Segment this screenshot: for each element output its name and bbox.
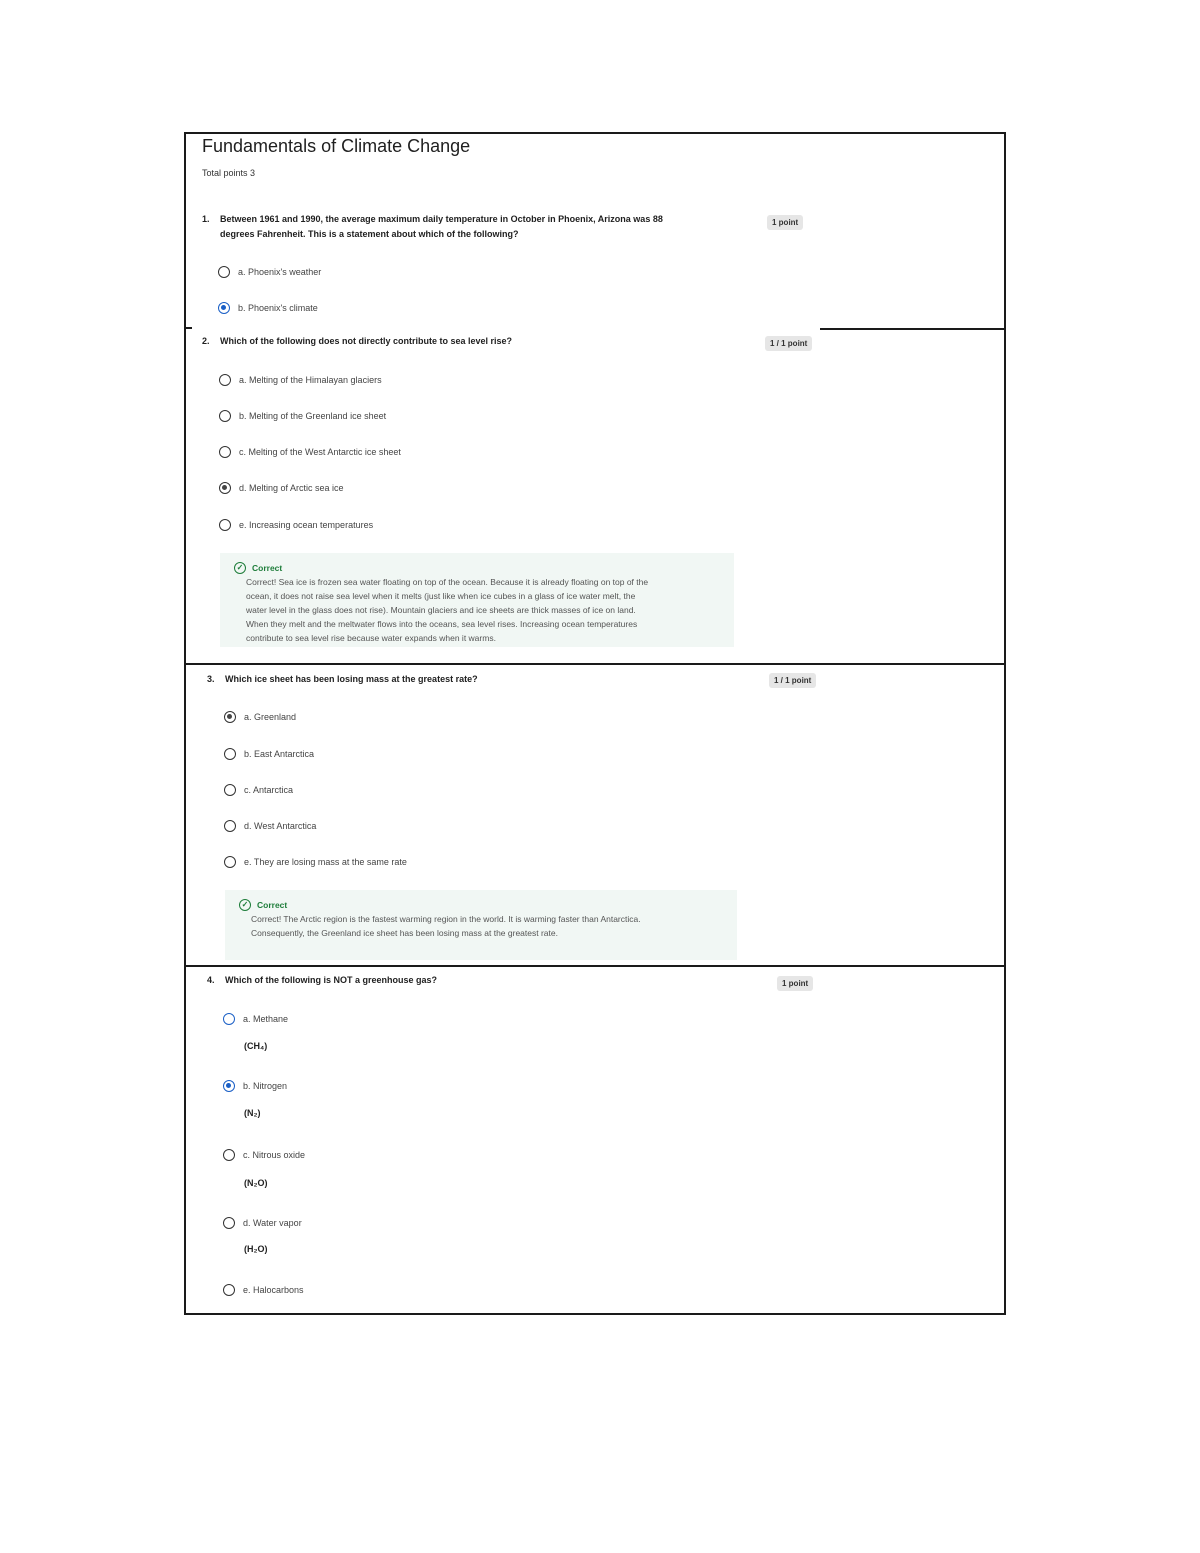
radio-icon[interactable] [219,374,231,386]
total-points: Total points 3 [202,168,256,178]
question-divider [184,965,1006,967]
question-4 [207,973,437,988]
option-formula: (N₂) [244,1108,261,1118]
question-text: Between 1961 and 1990, the average maximum daily temperature in October in Phoenix, Arizona was 88 [220,214,663,224]
question-text: Which of the following is NOT a greenhouse gas? [225,975,438,985]
radio-icon[interactable] [224,856,236,868]
option-radio[interactable] [219,482,344,494]
option-formula: (H₂O) [244,1244,268,1254]
feedback-text: contribute to sea level rise because water expands when it warms. [246,633,496,643]
option-formula: (N₂O) [244,1178,268,1188]
feedback-text: When they melt and the meltwater flows into the oceans, sea level rises. Increasing ocean temperatures [246,619,638,629]
option-radio[interactable] [219,374,382,386]
option-label: e. Increasing ocean temperatures [239,520,374,530]
option-label: e. Halocarbons [243,1285,304,1295]
option-label: a. Methane [243,1014,289,1024]
radio-icon[interactable] [223,1013,235,1025]
radio-icon[interactable] [223,1284,235,1296]
question-text: Which of the following does not directly contribute to sea level rise? [220,336,513,346]
feedback-text: ocean, it does not raise sea level when it melts (just like when ice cubes in a glass of ice water melt, the [246,591,636,601]
option-radio[interactable] [218,302,318,314]
points-badge: 1 / 1 point [765,336,812,351]
radio-icon[interactable] [224,748,236,760]
option-radio[interactable] [219,410,386,422]
option-radio[interactable] [224,748,314,760]
question-text: Which ice sheet has been losing mass at the greatest rate? [225,674,478,684]
check-circle-icon: ✓ [239,899,251,911]
option-label: d. West Antarctica [244,821,317,831]
option-label: a. Phoenix's weather [238,267,322,277]
option-label: b. Melting of the Greenland ice sheet [239,411,387,421]
option-label: e. They are losing mass at the same rate [244,857,407,867]
feedback-title: Correct [252,563,283,573]
option-radio[interactable] [219,446,401,458]
question-text: degrees Fahrenheit. This is a statement about which of the following? [220,229,519,239]
quiz-title: Fundamentals of Climate Change [202,136,471,156]
radio-icon[interactable] [218,266,230,278]
question-divider [820,328,1006,330]
radio-icon[interactable] [223,1149,235,1161]
question-number: 1. [202,214,210,224]
option-formula: (CH₄) [244,1041,268,1051]
points-badge: 1 / 1 point [769,673,816,688]
option-radio[interactable] [223,1149,305,1161]
radio-icon[interactable] [219,410,231,422]
radio-selected-icon[interactable] [219,482,231,494]
option-label: c. Melting of the West Antarctic ice sheet [239,447,401,457]
question-divider [184,327,192,329]
radio-icon[interactable] [219,519,231,531]
question-1 [202,212,742,242]
option-radio[interactable] [224,784,293,796]
option-radio[interactable] [223,1080,287,1092]
feedback-box [220,553,734,647]
option-label: c. Antarctica [244,785,294,795]
feedback-text: Consequently, the Greenland ice sheet has been losing mass at the greatest rate. [251,928,558,938]
feedback-text: Correct! Sea ice is frozen sea water floating on top of the ocean. Because it is already floating on top of the [246,577,649,587]
option-label: a. Melting of the Himalayan glaciers [239,375,382,385]
question-divider [184,663,1006,665]
option-label: c. Nitrous oxide [243,1150,306,1160]
radio-icon[interactable] [223,1217,235,1229]
feedback-text: Correct! The Arctic region is the fastest warming region in the world. It is warming faster than Antarctica. [251,914,641,924]
radio-icon[interactable] [224,820,236,832]
question-number: 2. [202,336,210,346]
question-2 [202,334,512,349]
option-radio[interactable] [224,711,296,723]
option-label: b. Nitrogen [243,1081,288,1091]
check-circle-icon: ✓ [234,562,246,574]
feedback-title: Correct [257,900,288,910]
option-label: a. Greenland [244,712,297,722]
option-radio[interactable] [224,820,316,832]
option-radio[interactable] [218,266,321,278]
option-radio[interactable] [219,519,373,531]
option-label: b. East Antarctica [244,749,315,759]
option-label: b. Phoenix's climate [238,303,318,313]
option-radio[interactable] [223,1284,304,1296]
feedback-box [225,890,737,960]
question-3 [207,672,478,687]
option-radio[interactable] [223,1013,288,1025]
option-radio[interactable] [223,1217,302,1229]
option-label: d. Melting of Arctic sea ice [239,483,344,493]
radio-selected-icon[interactable] [224,711,236,723]
radio-icon[interactable] [224,784,236,796]
radio-icon[interactable] [219,446,231,458]
question-number: 4. [207,975,215,985]
points-badge: 1 point [777,976,813,991]
radio-selected-icon[interactable] [218,302,230,314]
option-radio[interactable] [224,856,407,868]
feedback-text: water level in the glass does not rise). Mountain glaciers and ice sheets are thick masses of ice on land. [246,605,636,615]
radio-selected-icon[interactable] [223,1080,235,1092]
option-label: d. Water vapor [243,1218,302,1228]
question-number: 3. [207,674,215,684]
points-badge: 1 point [767,215,803,230]
